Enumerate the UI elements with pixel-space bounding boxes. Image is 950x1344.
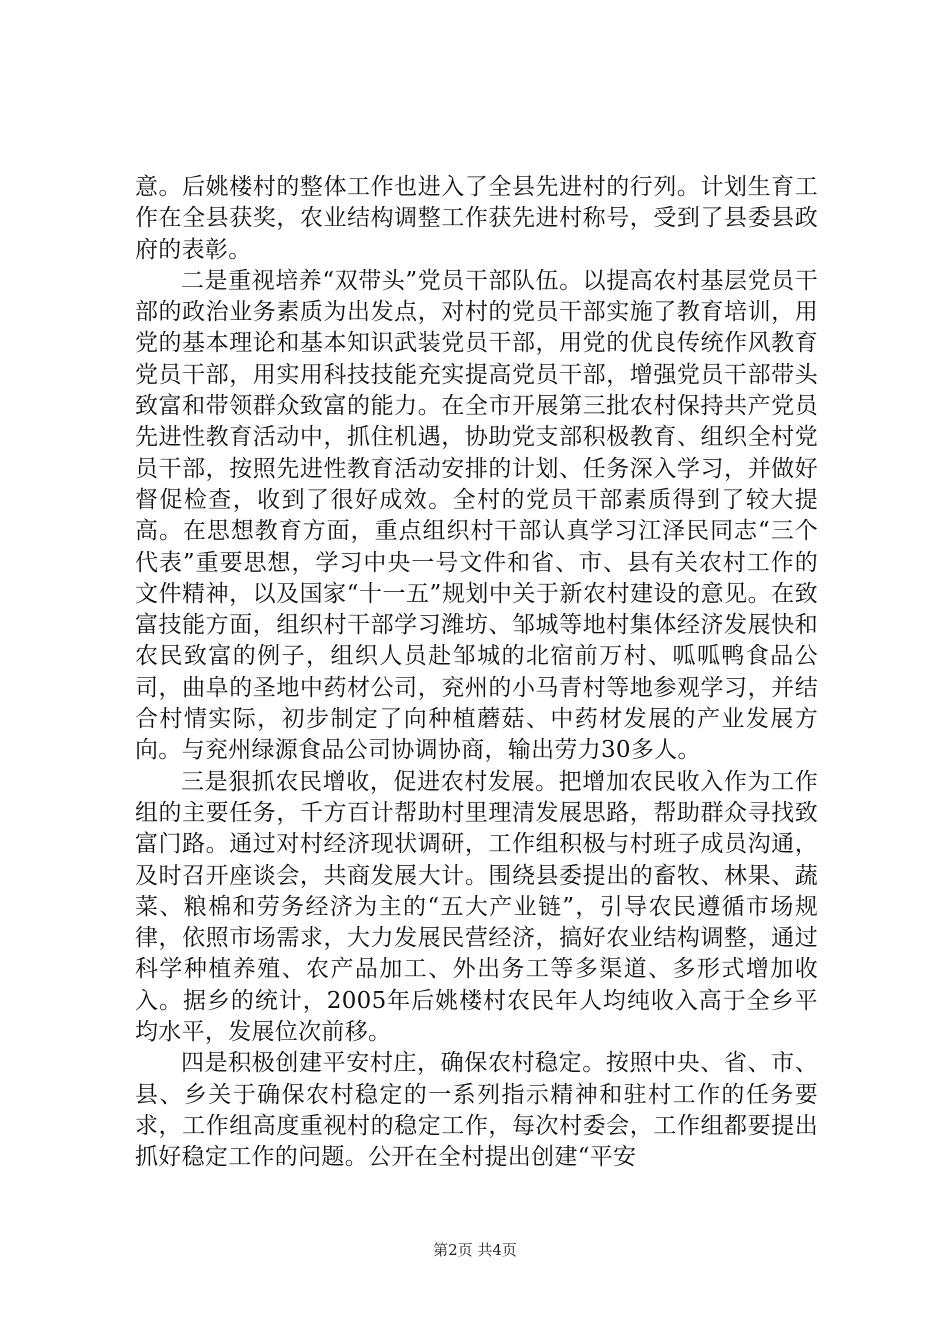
page-footer: 第2页 共4页 (433, 1241, 517, 1259)
paragraph-party-cadre-training: 二是重视培养“双带头”党员干部队伍。以提高农村基层党员干部的政治业务素质为出发点，对村的党员干部实施了教育培训，用党的基本理论和基本知识武装党员干部，用党的优良传统作风教育党员干部，用实用科技技能充实提高党员干部，增强党员干部带头致富和带领群众致富的能力。在全市开展第三批农村保持共产党员先进性教育活动中，抓住机遇，协助党支部积极教育、组织全村党员干部，按照先进性教育活动安排的计划、任务深入学习，并做好督促检查，收到了很好成效。全村的党员干部素质得到了较大提高。在思想教育方面，重点组织村干部认真学习江泽民同志“三个代表”重要思想，学习中央一号文件和省、市、县有关农村工作的文件精神，以及国家“十一五”规划中关于新农村建设的意见。在致富技能方面，组织村干部学习潍坊、邹城等地村集体经济发展快和农民致富的例子，组织人员赴邹城的北宿前万村、呱呱鸭食品公司，曲阜的圣地中药材公司，兖州的小马青村等地参观学习，并结合村情实际，初步制定了向种植蘑菇、中药材发展的产业发展方向。与兖州绿源食品公司协调协商，输出劳力30多人。 (135, 267, 818, 764)
paragraph-continuation: 意。后姚楼村的整体工作也进入了全县先进村的行列。计划生育工作在全县获奖，农业结构调整工作获先进村称号，受到了县委县政府的表彰。 (135, 174, 818, 263)
paragraph-farmer-income: 三是狠抓农民增收，促进农村发展。把增加农民收入作为工作组的主要任务，千方百计帮助村里理清发展思路，帮助群众寻找致富门路。通过对村经济现状调研，工作组积极与村班子成员沟通，及时召开座谈会，共商发展大计。围绕县委提出的畜牧、林果、蔬菜、粮棉和劳务经济为主的“五大产业链”，引导农民遵循市场规律，依照市场需求，大力发展民营经济，搞好农业结构调整，通过科学种植养殖、农产品加工、外出务工等多渠道、多形式增加收入。据乡的统计，2005年后姚楼村农民年人均纯收入高于全乡平均水平，发展位次前移。 (135, 768, 818, 1046)
document-body (135, 172, 818, 1174)
paragraph-safe-village: 四是积极创建平安村庄，确保农村稳定。按照中央、省、市、县、乡关于确保农村稳定的一系列指示精神和驻村工作的任务要求，工作组高度重视村的稳定工作，每次村委会，工作组都要提出抓好稳定工作的问题。公开在全村提出创建“平安 (135, 1050, 818, 1171)
